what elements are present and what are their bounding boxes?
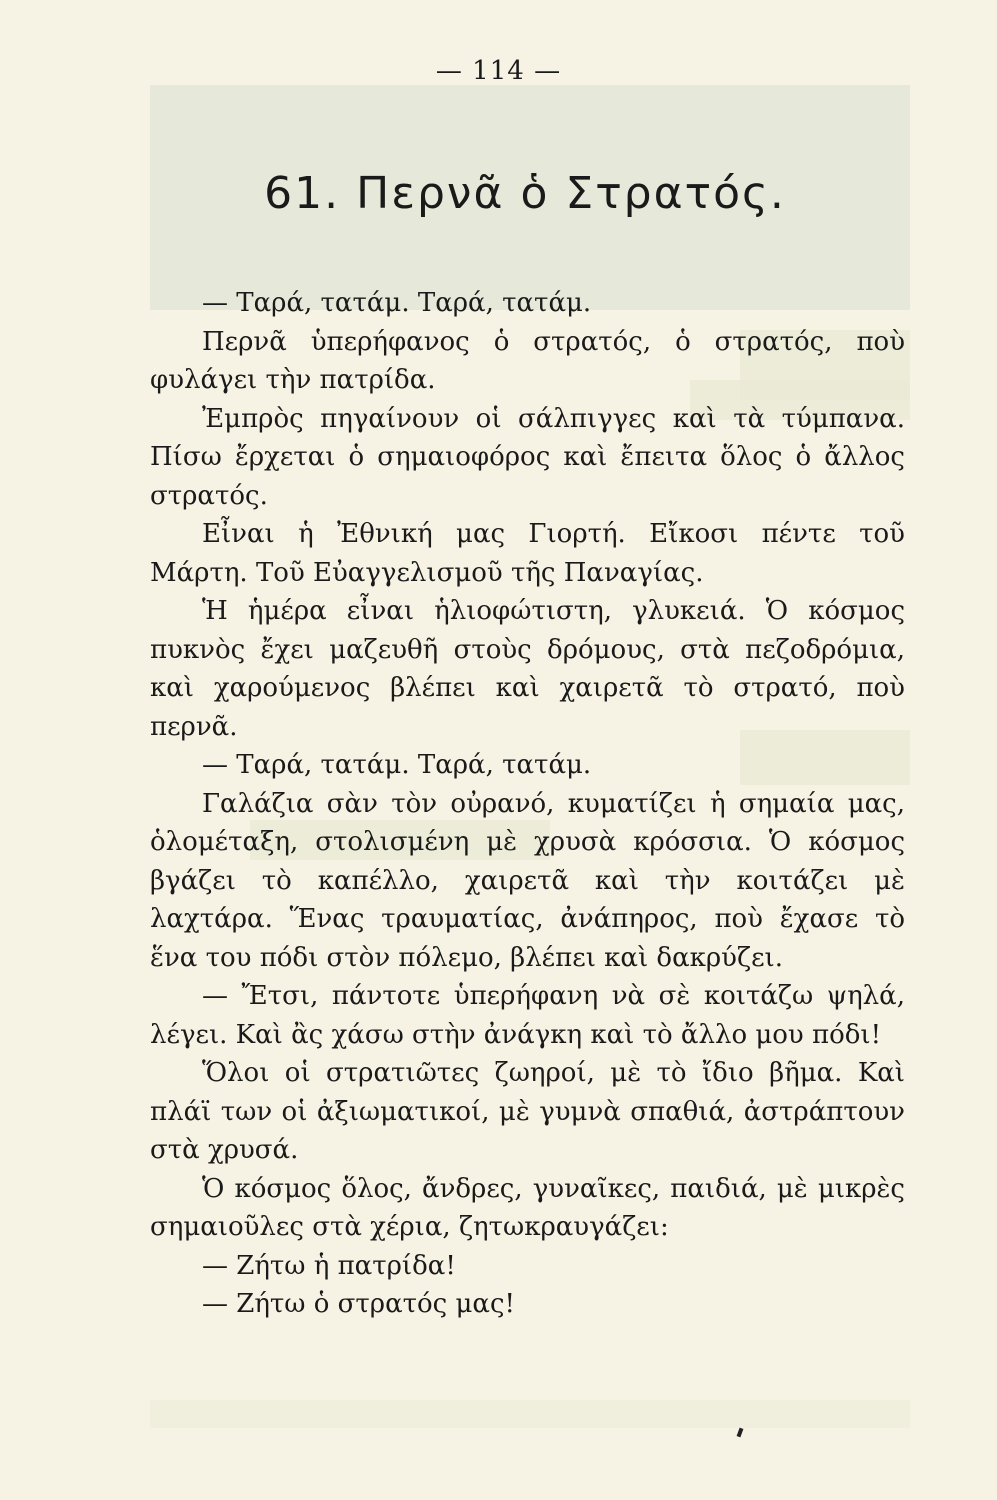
paragraph: Γαλάζια σὰν τὸν οὐρανό, κυματίζει ἡ σημαία μας, ὁλομέταξη, στολισμένη μὲ χρυσὰ κρόσσια. Ὁ κόσμος βγάζει τὸ καπέλλο, χαιρετᾶ καὶ τὴν κοιτάζει μὲ λαχτάρα. Ἕνας τραυματίας, ἀνάπηρος, ποὺ ἔχασε τὸ ἕνα του πόδι στὸν πόλεμο, βλέπει καὶ δακρύζει. xyxy=(150,788,905,973)
chapter-body xyxy=(150,284,905,1324)
paragraph: — Ταρά, τατάμ. Ταρά, τατάμ. xyxy=(202,288,592,318)
page-number: — 114 — xyxy=(435,56,562,86)
paragraph: Ὅλοι οἱ στρατιῶτες ζωηροί, μὲ τὸ ἴδιο βῆμα. Καὶ πλάϊ των οἱ ἀξιωματικοί, μὲ γυμνὰ σπαθιά, ἀστράπτουν στὰ χρυσά. xyxy=(150,1058,905,1165)
paragraph: — Ζήτω ἡ πατρίδα! xyxy=(202,1250,456,1281)
paragraph: — Ἔτσι, πάντοτε ὑπερήφανη νὰ σὲ κοιτάζω ψηλά, λέγει. Καὶ ἂς χάσω στὴν ἀνάγκη καὶ τὸ ἄλλο μου πόδι! xyxy=(150,981,905,1050)
paragraph: Ἐμπρὸς πηγαίνουν οἱ σάλπιγγες καὶ τὰ τύμπανα. Πίσω ἔρχεται ὁ σημαιοφόρος καὶ ἔπειτα ὅλος ὁ ἄλλος στρατός. xyxy=(150,403,905,511)
show-through-footer xyxy=(150,1400,910,1428)
paragraph: — Ζήτω ὁ στρατός μας! xyxy=(202,1289,515,1319)
paragraph: Ἡ ἡμέρα εἶναι ἡλιοφώτιστη, γλυκειά. Ὁ κόσμος πυκνὸς ἔχει μαζευθῆ στοὺς δρόμους, στὰ πεζοδρόμια, καὶ χαρούμενος βλέπει καὶ χαιρετᾶ τὸ στρατό, ποὺ περνᾶ. xyxy=(150,596,905,742)
paragraph: Εἶναι ἡ Ἐθνική μας Γιορτή. Εἴκοσι πέντε τοῦ Μάρτη. Τοῦ Εὐαγγελισμοῦ τῆς Παναγίας. xyxy=(150,519,905,588)
chapter-title: 61. Περνᾶ ὁ Στρατός. xyxy=(264,168,786,219)
paragraph: Ὁ κόσμος ὅλος, ἄνδρες, γυναῖκες, παιδιά, μὲ μικρὲς σημαιοῦλες στὰ χέρια, ζητωκραυγάζει: xyxy=(150,1173,905,1242)
paragraph: Περνᾶ ὑπερήφανος ὁ στρατός, ὁ στρατός, ποὺ φυλάγει τὴν πατρίδα. xyxy=(150,326,905,395)
ink-speck xyxy=(737,1428,744,1438)
paragraph: — Ταρά, τατάμ. Ταρά, τατάμ. xyxy=(202,750,592,780)
